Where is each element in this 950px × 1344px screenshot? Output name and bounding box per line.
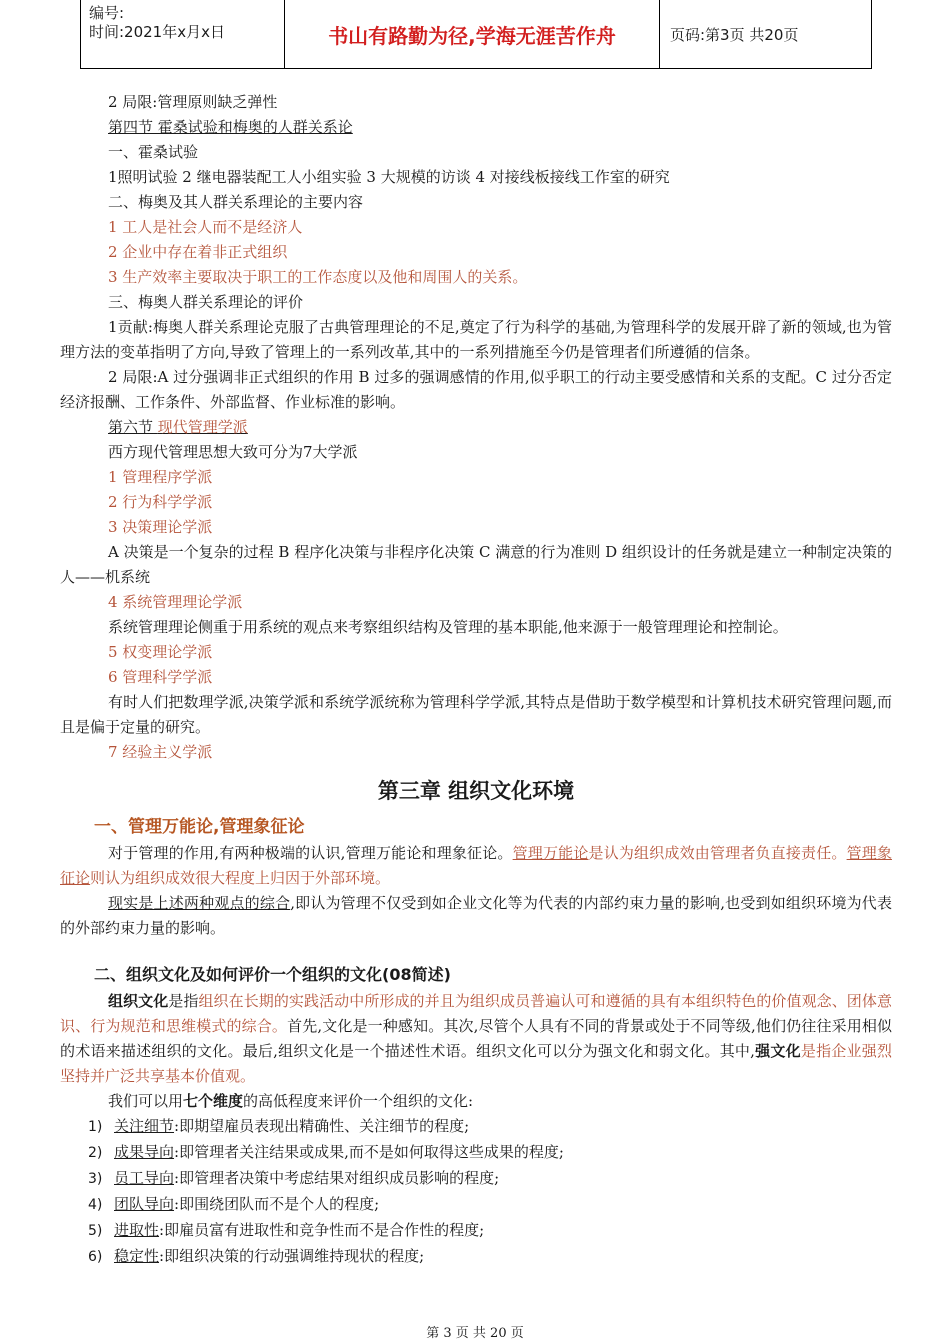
text-line: 西方现代管理思想大致可分为7大学派 [108, 443, 358, 461]
list-item: 3 决策理论学派 [108, 518, 213, 536]
dimension-term: 团队导向 [114, 1195, 175, 1213]
page-header [80, 0, 872, 69]
dimension-desc: :即组织决策的行动强调维持现状的程度; [159, 1247, 425, 1265]
paragraph: 2 局限:A 过分强调非正式组织的作用 B 过多的强调感情的作用,似乎职工的行动主要受感情和关系的支配。C 过分否定经济报酬、工作条件、外部监督、作业标准的影响。 [60, 368, 892, 411]
text-run: 对于管理的作用,有两种极端的认识,管理万能论和理象征论。 [108, 844, 513, 862]
section-heading: 二、组织文化及如何评价一个组织的文化(08简述) [94, 965, 451, 984]
list-number: 4) [88, 1197, 103, 1213]
paragraph: A 决策是一个复杂的过程 B 程序化决策与非程序化决策 C 满意的行为准则 D 组织设计的任务就是建立一种制定决策的人——机系统 [60, 543, 892, 586]
paragraph: 系统管理理论侧重于用系统的观点来考察组织结构及管理的基本职能,他来源于一般管理理论和控制论。 [108, 618, 788, 636]
text-run: 是指 [168, 992, 199, 1010]
list-item: 1 工人是社会人而不是经济人 [108, 218, 303, 236]
text-run: 则认为组织成效很大程度上归因于外部环境。 [90, 869, 391, 887]
text-run: 我们可以用 [108, 1092, 184, 1110]
list-item: 1 管理程序学派 [108, 468, 213, 486]
paragraph: 1贡献:梅奥人群关系理论克服了古典管理理论的不足,奠定了行为科学的基础,为管理科学的发展开辟了新的领域,也为管理方法的变革指明了方向,导致了管理上的一系列改革,其中的一系列措施至今仍是管理者们所遵循的信条。 [60, 318, 892, 361]
dimension-desc: :即管理者关注结果或成果,而不是如何取得这些成果的程度; [174, 1143, 564, 1161]
subheading: 二、梅奥及其人群关系理论的主要内容 [108, 193, 364, 211]
term-bold: 七个维度 [183, 1092, 244, 1110]
list-item [60, 1218, 892, 1244]
dimension-term: 进取性 [114, 1221, 160, 1239]
term-highlight: 管理万能论 [512, 844, 589, 862]
list-item [60, 1140, 892, 1166]
list-item: 5 权变理论学派 [108, 643, 213, 661]
term-bold: 组织文化 [108, 992, 169, 1010]
paragraph [60, 891, 892, 941]
list-number: 1) [88, 1119, 103, 1135]
section-title: 现代管理学派 [157, 418, 248, 436]
dimension-desc: :即管理者决策中考虑结果对组织成员影响的程度; [174, 1169, 500, 1187]
paragraph: 有时人们把数理学派,决策学派和系统学派统称为管理科学学派,其特点是借助于数学模型和计算机技术研究管理问题,而且是偏于定量的研究。 [60, 693, 892, 736]
dimension-desc: :即雇员富有进取性和竞争性而不是合作性的程度; [159, 1221, 485, 1239]
term-bold: 强文化 [754, 1042, 801, 1060]
section-heading: 第四节 霍桑试验和梅奥的人群关系论 [108, 118, 353, 136]
text-run: 首先,文化是一种感知。其次,尽管个人具有不同的背景或处于不同等级,他们仍往往采用相似的术语来描述组织的文化。最后,组织文化是一个描述性术语。组织文化可以分为强文化和弱文化。其中, [60, 1017, 892, 1060]
list-item: 2 行为科学学派 [108, 493, 213, 511]
dimension-desc: :即围绕团队而不是个人的程度; [174, 1195, 380, 1213]
term-highlight: 管理象征论 [60, 844, 892, 887]
text-run: 是指企业强烈坚持并广泛共享基本价值观。 [60, 1042, 892, 1085]
time-label: 时间:2021年x月x日 [89, 23, 225, 41]
list-number: 3) [88, 1171, 103, 1187]
document-body [60, 90, 892, 1270]
list-item: 4 系统管理理论学派 [108, 593, 243, 611]
list-number: 5) [88, 1223, 103, 1239]
subheading: 三、梅奥人群关系理论的评价 [108, 293, 304, 311]
list-item: 7 经验主义学派 [108, 743, 213, 761]
text-run: 的高低程度来评价一个组织的文化: [243, 1092, 474, 1110]
header-page-label: 页码:第3页 共20页 [670, 25, 799, 44]
number-label: 编号: [89, 4, 125, 22]
term-highlight: 现实是上述两种观点的综合 [108, 894, 291, 912]
text-run: 是认为组织成效由管理者负直接责任。 [588, 844, 847, 862]
list-item: 2 企业中存在着非正式组织 [108, 243, 288, 261]
list-number: 6) [88, 1249, 103, 1265]
section-heading: 一、管理万能论,管理象征论 [94, 817, 305, 837]
paragraph [60, 989, 892, 1089]
list-item [60, 1166, 892, 1192]
dimension-term: 关注细节 [114, 1117, 175, 1135]
subheading: 一、霍桑试验 [108, 143, 199, 161]
list-item [60, 1114, 892, 1140]
header-meta [81, 0, 285, 68]
section-number: 第六节 [108, 418, 154, 436]
text-line: 2 局限:管理原则缺乏弹性 [108, 93, 278, 111]
paragraph [60, 841, 892, 891]
dimension-term: 员工导向 [114, 1169, 175, 1187]
dimension-term: 稳定性 [114, 1247, 160, 1265]
header-motto: 书山有路勤为径,学海无涯苦作舟 [285, 0, 660, 68]
dimension-list [60, 1114, 892, 1270]
list-number: 2) [88, 1145, 103, 1161]
dimension-desc: :即期望雇员表现出精确性、关注细节的程度; [174, 1117, 470, 1135]
dimension-term: 成果导向 [114, 1143, 175, 1161]
list-item: 6 管理科学学派 [108, 668, 213, 686]
section-heading [60, 415, 892, 440]
text-run: ,即认为管理不仅受到如企业文化等为代表的内部约束力量的影响,也受到如组织环境为代表的外部约束力量的影响。 [60, 894, 892, 937]
list-item [60, 1244, 892, 1270]
chapter-title: 第三章 组织文化环境 [377, 779, 575, 803]
page-footer: 第 3 页 共 20 页 [426, 1326, 524, 1341]
list-item: 3 生产效率主要取决于职工的工作态度以及他和周围人的关系。 [108, 268, 528, 286]
list-item [60, 1192, 892, 1218]
text-line: 1照明试验 2 继电器装配工人小组实验 3 大规模的访谈 4 对接线板接线工作室的研究 [108, 168, 670, 186]
text-run: 组织在长期的实践活动中所形成的并且为组织成员普遍认可和遵循的具有本组织特色的价值观念、团体意识、行为规范和思维模式的综合。 [60, 992, 892, 1035]
paragraph [60, 1089, 892, 1114]
